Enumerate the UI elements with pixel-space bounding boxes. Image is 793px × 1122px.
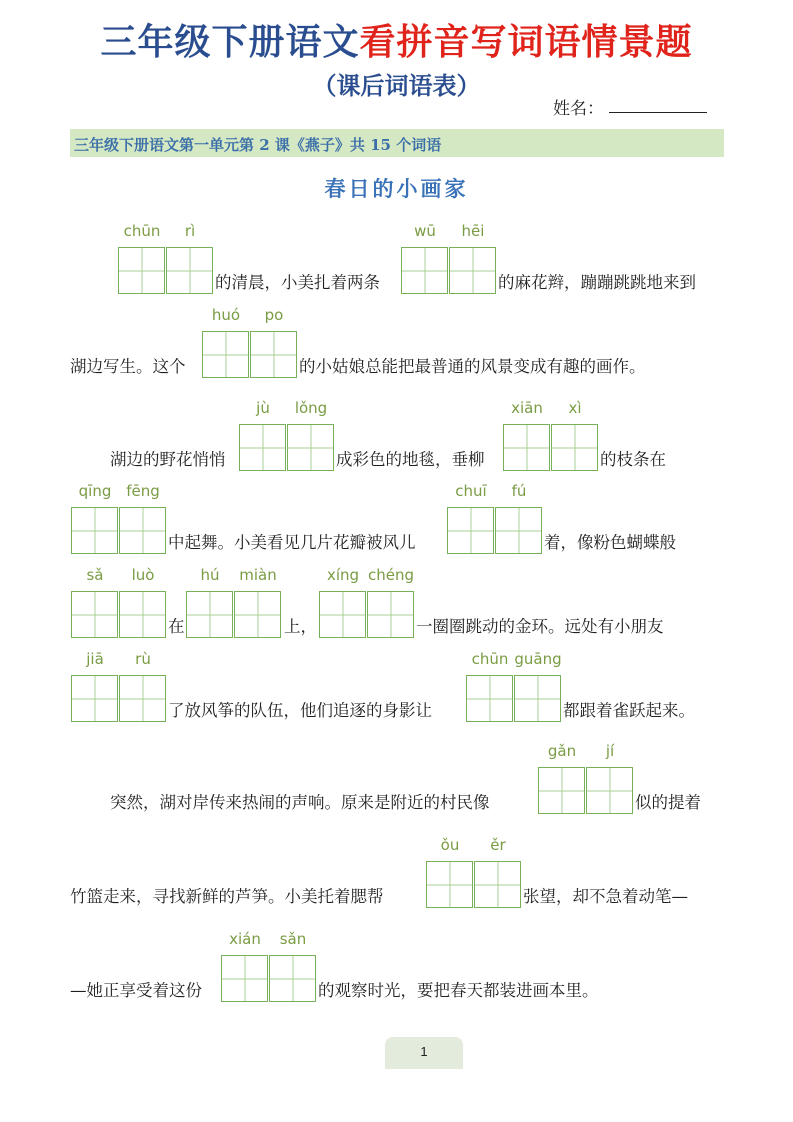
pinyin: xián	[229, 930, 261, 948]
writing-box[interactable]	[474, 861, 521, 908]
writing-box[interactable]	[538, 767, 585, 814]
writing-box[interactable]	[514, 675, 561, 722]
writing-box[interactable]	[319, 591, 366, 638]
sentence-text: 湖边的野花悄悄	[110, 450, 226, 469]
pinyin: chūn	[471, 650, 509, 668]
pinyin: huó	[211, 306, 241, 324]
sentence-text: 的小姑娘总能把最普通的风景变成有趣的画作。	[299, 357, 646, 376]
pinyin: hú	[200, 566, 220, 584]
sentence-text: 都跟着雀跃起来。	[563, 701, 695, 720]
writing-box[interactable]	[269, 955, 316, 1002]
sentence-text: 一圈圈跳动的金环。远处有小朋友	[416, 617, 664, 636]
page-title	[0, 14, 793, 65]
writing-box[interactable]	[551, 424, 598, 471]
pinyin: fú	[511, 482, 527, 500]
writing-box[interactable]	[447, 507, 494, 554]
title-part-1: 三年级下册语文	[100, 22, 360, 63]
sentence-text: 的清晨，小美扎着两条	[215, 273, 380, 292]
pinyin: chéng	[367, 566, 414, 584]
pinyin: jù	[256, 399, 270, 417]
pinyin: miàn	[239, 566, 277, 584]
sentence-text: 似的提着	[635, 793, 701, 812]
sentence-text: 在	[168, 617, 185, 636]
writing-box[interactable]	[186, 591, 233, 638]
sentence-text: 上，	[284, 617, 317, 636]
writing-box[interactable]	[71, 507, 118, 554]
pinyin: luò	[131, 566, 155, 584]
page-subtitle: （课后词语表）	[312, 72, 481, 100]
pinyin: gǎn	[547, 742, 577, 760]
writing-box[interactable]	[71, 591, 118, 638]
pinyin: rù	[135, 650, 151, 668]
pinyin: chuī	[455, 482, 487, 500]
pinyin: xiān	[511, 399, 543, 417]
pinyin: chūn	[123, 222, 161, 240]
sentence-text: 的观察时光，要把春天都装进画本里。	[318, 981, 599, 1000]
writing-box[interactable]	[503, 424, 550, 471]
writing-box[interactable]	[119, 591, 166, 638]
pinyin: po	[264, 306, 284, 324]
writing-box[interactable]	[221, 955, 268, 1002]
lesson-banner	[70, 129, 724, 157]
writing-box[interactable]	[586, 767, 633, 814]
sentence-text: 成彩色的地毯，垂柳	[336, 450, 485, 469]
writing-box[interactable]	[250, 331, 297, 378]
sentence-text: 湖边写生。这个	[70, 357, 186, 376]
writing-box[interactable]	[118, 247, 165, 294]
lesson-banner-text: 三年级下册语文第一单元第 2 课《燕子》共 15 个词语	[74, 136, 442, 154]
sentence-text: 张望，却不急着动笔—	[523, 887, 688, 906]
name-field-line[interactable]	[609, 112, 707, 113]
pinyin: lǒng	[294, 399, 328, 417]
sentence-text: 竹篮走来，寻找新鲜的芦笋。小美托着腮帮	[70, 887, 384, 906]
pinyin: sǎn	[279, 930, 307, 948]
writing-box[interactable]	[426, 861, 473, 908]
writing-box[interactable]	[166, 247, 213, 294]
writing-box[interactable]	[234, 591, 281, 638]
writing-box[interactable]	[401, 247, 448, 294]
pinyin: jí	[605, 742, 615, 760]
sentence-text: 突然，湖对岸传来热闹的声响。原来是附近的村民像	[110, 793, 490, 812]
section-heading: 春日的小画家	[324, 176, 469, 201]
pinyin: fēng	[126, 482, 160, 500]
writing-box[interactable]	[239, 424, 286, 471]
pinyin: hēi	[461, 222, 485, 240]
pinyin: sǎ	[86, 566, 104, 584]
sentence-text: 的枝条在	[600, 450, 666, 469]
writing-box[interactable]	[495, 507, 542, 554]
pinyin: guāng	[514, 650, 562, 668]
pinyin: wū	[414, 222, 436, 240]
sentence-text: 的麻花辫，蹦蹦跳跳地来到	[498, 273, 696, 292]
pinyin: jiā	[86, 650, 104, 668]
writing-box[interactable]	[119, 507, 166, 554]
pinyin: ǒu	[440, 836, 460, 854]
pinyin: rì	[184, 222, 196, 240]
writing-box[interactable]	[71, 675, 118, 722]
title-part-2: 看拼音写词语情景题	[359, 22, 693, 63]
sentence-text: 中起舞。小美看见几片花瓣被风儿	[168, 533, 416, 552]
page-number: 1	[420, 1044, 428, 1059]
sentence-text: 着，像粉色蝴蝶般	[544, 533, 676, 552]
writing-box[interactable]	[466, 675, 513, 722]
writing-box[interactable]	[287, 424, 334, 471]
sentence-text: —她正享受着这份	[70, 981, 202, 1000]
writing-box[interactable]	[449, 247, 496, 294]
name-label: 姓名：	[553, 99, 604, 119]
writing-box[interactable]	[202, 331, 249, 378]
pinyin: xì	[568, 399, 582, 417]
pinyin: qīng	[78, 482, 112, 500]
writing-box[interactable]	[367, 591, 414, 638]
pinyin: xíng	[326, 566, 360, 584]
pinyin: ěr	[490, 836, 506, 854]
sentence-text: 了放风筝的队伍，他们追逐的身影让	[168, 701, 432, 720]
writing-box[interactable]	[119, 675, 166, 722]
